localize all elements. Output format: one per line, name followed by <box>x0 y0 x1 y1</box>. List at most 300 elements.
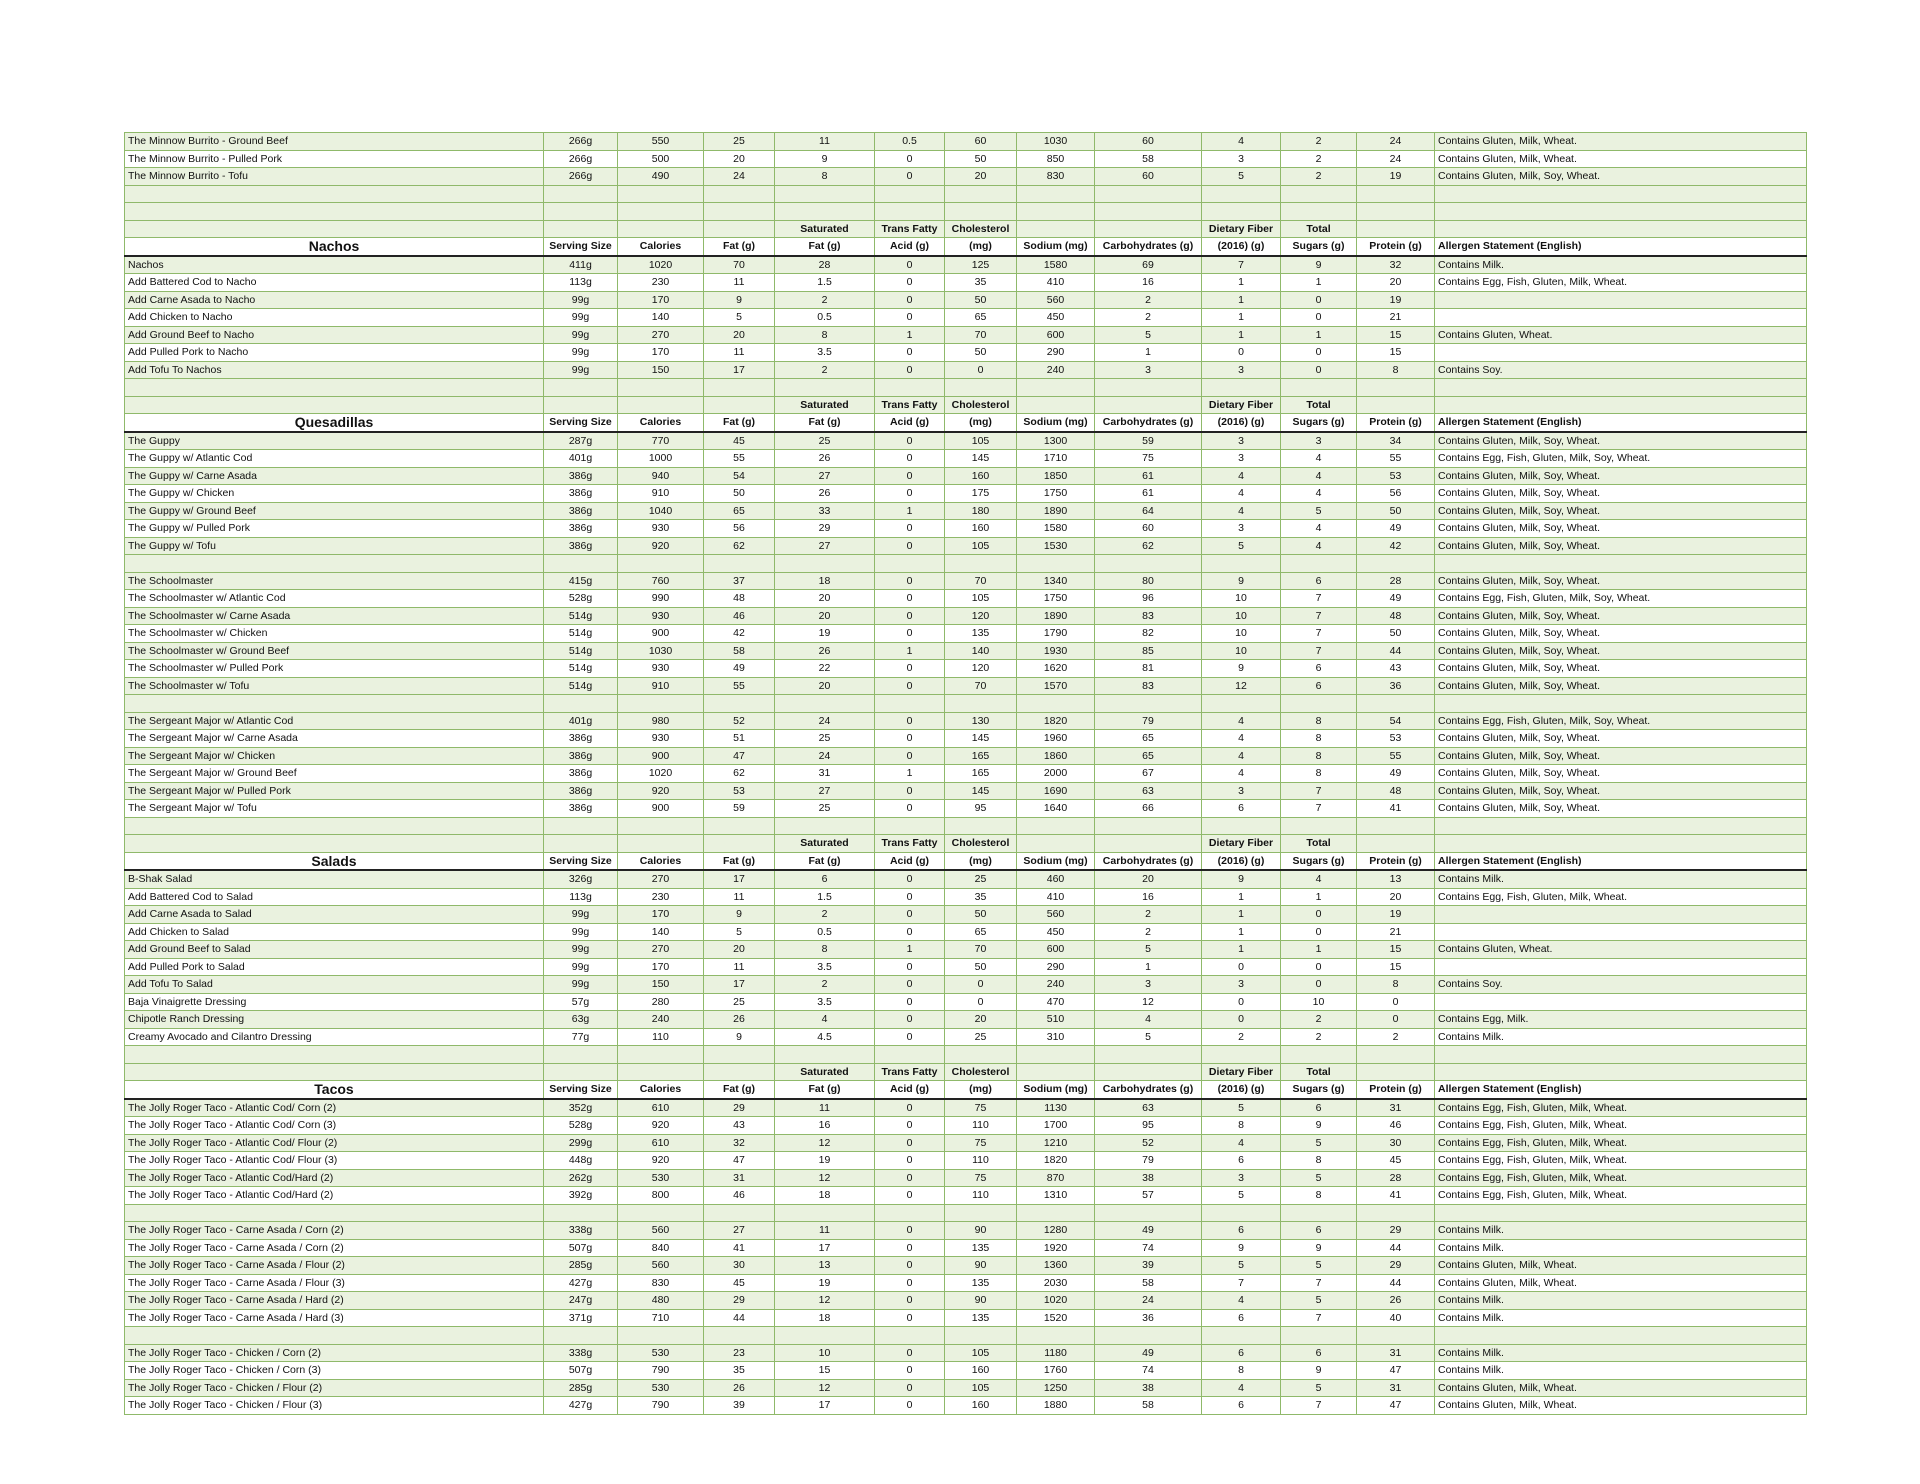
nutrient-cell: 9 <box>704 291 775 309</box>
empty-cell <box>945 1046 1017 1064</box>
item-name-cell: The Sergeant Major w/ Ground Beef <box>125 765 544 783</box>
item-name-cell: The Jolly Roger Taco - Chicken / Flour (3) <box>125 1397 544 1415</box>
item-name-cell: The Sergeant Major w/ Pulled Pork <box>125 782 544 800</box>
nutrient-cell: 401g <box>544 712 618 730</box>
nutrient-cell: 140 <box>618 309 704 327</box>
nutrient-cell: 39 <box>704 1397 775 1415</box>
nutrient-cell: 19 <box>775 1274 875 1292</box>
nutrient-cell: 0 <box>875 660 945 678</box>
nutrient-cell: 9 <box>704 906 775 924</box>
nutrient-cell: 99g <box>544 326 618 344</box>
nutrient-cell: 3 <box>1202 450 1281 468</box>
nutrient-cell: 514g <box>544 607 618 625</box>
nutrient-cell: 62 <box>1095 537 1202 555</box>
nutrient-cell: 352g <box>544 1099 618 1117</box>
column-header: Sodium (mg) <box>1017 414 1095 432</box>
nutrient-cell: 170 <box>618 958 704 976</box>
nutrient-cell: 0 <box>875 274 945 292</box>
empty-cell <box>1095 1046 1202 1064</box>
item-name-cell: The Minnow Burrito - Tofu <box>125 168 544 186</box>
nutrient-cell: 1930 <box>1017 642 1095 660</box>
nutrient-cell: 45 <box>1357 1152 1435 1170</box>
nutrient-cell: 65 <box>704 502 775 520</box>
column-header-top <box>1357 835 1435 853</box>
nutrient-cell: 125 <box>945 256 1017 274</box>
nutrient-cell: 4 <box>1281 537 1357 555</box>
nutrient-cell: 386g <box>544 485 618 503</box>
nutrient-cell: 2 <box>775 291 875 309</box>
item-name-cell: Add Battered Cod to Nacho <box>125 274 544 292</box>
nutrient-cell: 0 <box>1281 361 1357 379</box>
nutrient-cell: 514g <box>544 642 618 660</box>
table-row <box>125 1379 1807 1397</box>
nutrient-cell: 48 <box>704 590 775 608</box>
nutrient-cell: 0 <box>875 888 945 906</box>
nutrient-cell: 0 <box>875 361 945 379</box>
nutrient-cell: 11 <box>704 344 775 362</box>
allergen-cell: Contains Gluten, Milk, Wheat. <box>1435 133 1807 151</box>
header-row-top <box>125 396 1807 414</box>
nutrient-cell: 790 <box>618 1362 704 1380</box>
empty-cell <box>1017 203 1095 221</box>
nutrient-cell: 3 <box>1202 361 1281 379</box>
item-name-cell: The Jolly Roger Taco - Atlantic Cod/Hard (2) <box>125 1169 544 1187</box>
nutrient-cell: 47 <box>704 1152 775 1170</box>
empty-cell <box>1435 1327 1807 1345</box>
nutrient-cell: 2 <box>1202 1028 1281 1046</box>
nutrient-cell: 50 <box>945 150 1017 168</box>
allergen-cell: Contains Gluten, Milk, Wheat. <box>1435 1397 1807 1415</box>
nutrient-cell: 70 <box>945 677 1017 695</box>
column-header-top: Dietary Fiber <box>1202 835 1281 853</box>
nutrient-cell: 4.5 <box>775 1028 875 1046</box>
nutrient-cell: 145 <box>945 782 1017 800</box>
nutrient-cell: 0 <box>1202 958 1281 976</box>
nutrient-cell: 1 <box>875 941 945 959</box>
nutrient-cell: 6 <box>1202 1397 1281 1415</box>
empty-cell <box>945 695 1017 713</box>
nutrient-cell: 9 <box>1281 256 1357 274</box>
nutrient-cell: 9 <box>775 150 875 168</box>
nutrient-cell: 1 <box>1095 958 1202 976</box>
nutrient-cell: 8 <box>1281 730 1357 748</box>
allergen-cell: Contains Milk. <box>1435 1239 1807 1257</box>
nutrient-cell: 1 <box>875 765 945 783</box>
nutrient-cell: 9 <box>1281 1239 1357 1257</box>
allergen-cell: Contains Egg, Fish, Gluten, Milk, Wheat. <box>1435 1152 1807 1170</box>
nutrient-cell: 1 <box>875 502 945 520</box>
nutrient-cell: 75 <box>945 1099 1017 1117</box>
nutrient-cell: 150 <box>618 361 704 379</box>
column-header: (2016) (g) <box>1202 414 1281 432</box>
empty-cell <box>618 695 704 713</box>
nutrient-cell: 514g <box>544 660 618 678</box>
empty-cell <box>775 203 875 221</box>
nutrient-cell: 427g <box>544 1397 618 1415</box>
nutrient-cell: 9 <box>1202 572 1281 590</box>
nutrient-cell: 1 <box>875 326 945 344</box>
nutrient-cell: 0 <box>875 677 945 695</box>
nutrient-cell: 266g <box>544 150 618 168</box>
nutrient-cell: 371g <box>544 1309 618 1327</box>
empty-cell <box>1095 203 1202 221</box>
nutrient-cell: 0 <box>875 923 945 941</box>
nutrient-cell: 450 <box>1017 309 1095 327</box>
nutrient-cell: 0 <box>945 976 1017 994</box>
column-header-top: Dietary Fiber <box>1202 1063 1281 1081</box>
nutrient-cell: 266g <box>544 168 618 186</box>
nutrient-cell: 5 <box>1202 537 1281 555</box>
allergen-cell: Contains Egg, Fish, Gluten, Milk, Soy, Wheat. <box>1435 712 1807 730</box>
nutrient-cell: 16 <box>1095 274 1202 292</box>
nutrient-cell: 20 <box>1357 274 1435 292</box>
empty-cell <box>544 695 618 713</box>
nutrient-cell: 33 <box>775 502 875 520</box>
empty-cell <box>1095 1327 1202 1345</box>
nutrient-cell: 31 <box>1357 1379 1435 1397</box>
empty-cell <box>1017 1327 1095 1345</box>
nutrient-cell: 49 <box>1095 1222 1202 1240</box>
column-header-top <box>704 1063 775 1081</box>
nutrient-cell: 90 <box>945 1257 1017 1275</box>
table-row <box>125 133 1807 151</box>
empty-cell <box>1017 817 1095 835</box>
table-row <box>125 993 1807 1011</box>
nutrient-cell: 247g <box>544 1292 618 1310</box>
column-header-top: Cholesterol <box>945 396 1017 414</box>
column-header: Sugars (g) <box>1281 238 1357 256</box>
nutrient-cell: 3 <box>1281 432 1357 450</box>
nutrient-cell: 30 <box>704 1257 775 1275</box>
nutrient-cell: 770 <box>618 432 704 450</box>
nutrient-cell: 11 <box>775 133 875 151</box>
nutrient-cell: 920 <box>618 1152 704 1170</box>
nutrient-cell: 0 <box>875 906 945 924</box>
column-header: Allergen Statement (English) <box>1435 1081 1807 1099</box>
spacer-row <box>125 555 1807 573</box>
empty-cell <box>945 203 1017 221</box>
spacer-row <box>125 1046 1807 1064</box>
nutrient-cell: 58 <box>704 642 775 660</box>
nutrient-cell: 290 <box>1017 344 1095 362</box>
table-row <box>125 906 1807 924</box>
nutrient-cell: 63 <box>1095 782 1202 800</box>
nutrient-cell: 1850 <box>1017 467 1095 485</box>
empty-cell <box>125 185 544 203</box>
nutrient-cell: 170 <box>618 906 704 924</box>
nutrient-cell: 0 <box>875 1397 945 1415</box>
nutrient-cell: 1 <box>1202 274 1281 292</box>
nutrient-cell: 25 <box>704 993 775 1011</box>
nutrient-cell: 8 <box>1281 712 1357 730</box>
nutrient-cell: 1710 <box>1017 450 1095 468</box>
nutrient-cell: 135 <box>945 625 1017 643</box>
nutrient-cell: 840 <box>618 1239 704 1257</box>
nutrient-cell: 1300 <box>1017 432 1095 450</box>
nutrient-cell: 165 <box>945 765 1017 783</box>
nutrient-cell: 1960 <box>1017 730 1095 748</box>
table-row <box>125 677 1807 695</box>
column-header-top <box>544 220 618 238</box>
nutrient-cell: 11 <box>704 888 775 906</box>
nutrient-cell: 1180 <box>1017 1344 1095 1362</box>
nutrient-cell: 870 <box>1017 1169 1095 1187</box>
table-row <box>125 1152 1807 1170</box>
nutrient-cell: 930 <box>618 730 704 748</box>
empty-cell <box>1281 695 1357 713</box>
nutrient-cell: 1020 <box>618 256 704 274</box>
column-header-top <box>1017 220 1095 238</box>
nutrient-cell: 1890 <box>1017 502 1095 520</box>
nutrient-cell: 20 <box>775 590 875 608</box>
nutrient-cell: 530 <box>618 1169 704 1187</box>
nutrient-cell: 1860 <box>1017 747 1095 765</box>
section-title: Nachos <box>125 238 544 256</box>
nutrient-cell: 2 <box>1095 923 1202 941</box>
nutrient-cell: 7 <box>1281 1397 1357 1415</box>
item-name-cell: Add Carne Asada to Salad <box>125 906 544 924</box>
column-header: Carbohydrates (g) <box>1095 238 1202 256</box>
nutrient-cell: 8 <box>1281 765 1357 783</box>
allergen-cell: Contains Gluten, Milk, Soy, Wheat. <box>1435 607 1807 625</box>
header-row-top <box>125 220 1807 238</box>
empty-cell <box>1357 1327 1435 1345</box>
nutrient-cell: 20 <box>945 1011 1017 1029</box>
nutrient-cell: 58 <box>1095 1397 1202 1415</box>
nutrient-cell: 50 <box>704 485 775 503</box>
nutrient-cell: 12 <box>775 1292 875 1310</box>
nutrient-cell: 2 <box>1281 150 1357 168</box>
nutrient-cell: 37 <box>704 572 775 590</box>
nutrient-cell: 50 <box>1357 502 1435 520</box>
allergen-cell: Contains Egg, Fish, Gluten, Milk, Wheat. <box>1435 1169 1807 1187</box>
nutrient-cell: 900 <box>618 747 704 765</box>
nutrient-cell: 19 <box>1357 291 1435 309</box>
nutrient-cell: 3.5 <box>775 993 875 1011</box>
nutrient-cell: 3 <box>1095 976 1202 994</box>
nutrient-cell: 34 <box>1357 432 1435 450</box>
column-header: Carbohydrates (g) <box>1095 1081 1202 1099</box>
nutrient-cell: 11 <box>775 1099 875 1117</box>
empty-cell <box>125 203 544 221</box>
allergen-cell <box>1435 906 1807 924</box>
nutrient-cell: 110 <box>945 1117 1017 1135</box>
empty-cell <box>1435 555 1807 573</box>
nutrient-cell: 710 <box>618 1309 704 1327</box>
allergen-cell <box>1435 958 1807 976</box>
nutrient-cell: 31 <box>1357 1344 1435 1362</box>
empty-cell <box>125 695 544 713</box>
nutrient-cell: 285g <box>544 1379 618 1397</box>
empty-cell <box>945 379 1017 397</box>
nutrient-cell: 4 <box>1202 730 1281 748</box>
nutrient-cell: 7 <box>1281 642 1357 660</box>
nutrient-cell: 3 <box>1202 976 1281 994</box>
nutrient-cell: 411g <box>544 256 618 274</box>
column-header: Protein (g) <box>1357 1081 1435 1099</box>
nutrient-cell: 26 <box>775 642 875 660</box>
nutrient-cell: 53 <box>704 782 775 800</box>
nutrient-cell: 10 <box>1202 590 1281 608</box>
nutrient-cell: 105 <box>945 590 1017 608</box>
nutrient-cell: 5 <box>1281 1257 1357 1275</box>
nutrient-cell: 1020 <box>1017 1292 1095 1310</box>
nutrient-cell: 21 <box>1357 923 1435 941</box>
nutrient-cell: 386g <box>544 782 618 800</box>
item-name-cell: The Sergeant Major w/ Tofu <box>125 800 544 818</box>
nutrient-cell: 3 <box>1202 782 1281 800</box>
nutrient-cell: 19 <box>1357 906 1435 924</box>
nutrient-cell: 4 <box>1202 485 1281 503</box>
column-header-top <box>704 220 775 238</box>
nutrient-cell: 490 <box>618 168 704 186</box>
nutrient-cell: 44 <box>1357 1274 1435 1292</box>
empty-cell <box>1095 379 1202 397</box>
nutrient-cell: 77g <box>544 1028 618 1046</box>
nutrient-cell: 6 <box>1281 1099 1357 1117</box>
nutrient-cell: 1640 <box>1017 800 1095 818</box>
column-header-top <box>704 396 775 414</box>
nutrient-cell: 24 <box>1095 1292 1202 1310</box>
nutrient-cell: 70 <box>945 941 1017 959</box>
spacer-row <box>125 817 1807 835</box>
column-header: Protein (g) <box>1357 414 1435 432</box>
nutrient-cell: 1580 <box>1017 256 1095 274</box>
column-header-top: Dietary Fiber <box>1202 220 1281 238</box>
empty-cell <box>775 555 875 573</box>
nutrient-cell: 1620 <box>1017 660 1095 678</box>
empty-cell <box>1357 203 1435 221</box>
item-name-cell: Chipotle Ranch Dressing <box>125 1011 544 1029</box>
nutrient-cell: 70 <box>704 256 775 274</box>
column-header-top <box>618 1063 704 1081</box>
nutrient-cell: 1030 <box>1017 133 1095 151</box>
empty-cell <box>1357 1204 1435 1222</box>
nutrient-cell: 15 <box>1357 326 1435 344</box>
nutrient-cell: 135 <box>945 1274 1017 1292</box>
table-row <box>125 712 1807 730</box>
nutrient-cell: 50 <box>1357 625 1435 643</box>
nutrient-cell: 240 <box>1017 361 1095 379</box>
nutrient-cell: 401g <box>544 450 618 468</box>
table-row <box>125 1309 1807 1327</box>
nutrient-cell: 67 <box>1095 765 1202 783</box>
nutrient-cell: 4 <box>1202 502 1281 520</box>
nutrient-cell: 25 <box>775 432 875 450</box>
nutrient-cell: 35 <box>945 274 1017 292</box>
nutrient-cell: 460 <box>1017 870 1095 888</box>
table-row <box>125 309 1807 327</box>
empty-cell <box>875 203 945 221</box>
nutrient-cell: 6 <box>1202 1152 1281 1170</box>
header-row <box>125 238 1807 256</box>
nutrient-cell: 70 <box>945 326 1017 344</box>
nutrient-cell: 46 <box>1357 1117 1435 1135</box>
nutrient-cell: 5 <box>1095 326 1202 344</box>
nutrient-cell: 514g <box>544 625 618 643</box>
nutrient-cell: 17 <box>704 976 775 994</box>
nutrient-cell: 0 <box>875 1134 945 1152</box>
nutrient-cell: 410 <box>1017 274 1095 292</box>
table-row <box>125 1099 1807 1117</box>
nutrient-cell: 0 <box>1281 923 1357 941</box>
empty-cell <box>704 1046 775 1064</box>
nutrient-cell: 2 <box>775 361 875 379</box>
nutrient-cell: 4 <box>1281 467 1357 485</box>
item-name-cell: The Guppy w/ Ground Beef <box>125 502 544 520</box>
nutrient-cell: 0 <box>875 1099 945 1117</box>
nutrient-cell: 0 <box>1202 1011 1281 1029</box>
empty-cell <box>775 379 875 397</box>
nutrient-cell: 48 <box>1357 607 1435 625</box>
nutrient-cell: 0 <box>875 309 945 327</box>
nutrient-cell: 99g <box>544 291 618 309</box>
table-row <box>125 502 1807 520</box>
empty-cell <box>618 379 704 397</box>
header-row-top <box>125 835 1807 853</box>
table-row <box>125 923 1807 941</box>
nutrient-cell: 600 <box>1017 326 1095 344</box>
column-header-top: Cholesterol <box>945 1063 1017 1081</box>
nutrient-cell: 2 <box>1281 133 1357 151</box>
nutrient-cell: 30 <box>1357 1134 1435 1152</box>
item-name-cell: The Guppy w/ Tofu <box>125 537 544 555</box>
allergen-cell: Contains Gluten, Milk, Wheat. <box>1435 1257 1807 1275</box>
empty-cell <box>1435 817 1807 835</box>
item-name-cell: Nachos <box>125 256 544 274</box>
nutrient-cell: 0 <box>875 1379 945 1397</box>
nutrient-cell: 230 <box>618 888 704 906</box>
allergen-cell: Contains Egg, Fish, Gluten, Milk, Wheat. <box>1435 888 1807 906</box>
nutrient-cell: 105 <box>945 432 1017 450</box>
section-title: Quesadillas <box>125 414 544 432</box>
nutrient-cell: 53 <box>1357 730 1435 748</box>
allergen-cell: Contains Gluten, Wheat. <box>1435 326 1807 344</box>
empty-cell <box>1202 379 1281 397</box>
nutrient-cell: 760 <box>618 572 704 590</box>
table-row <box>125 1134 1807 1152</box>
column-header: Sodium (mg) <box>1017 238 1095 256</box>
empty-cell <box>1281 1327 1357 1345</box>
allergen-cell: Contains Gluten, Milk, Soy, Wheat. <box>1435 782 1807 800</box>
item-name-cell: The Jolly Roger Taco - Chicken / Flour (2) <box>125 1379 544 1397</box>
nutrient-cell: 0 <box>875 800 945 818</box>
nutrient-cell: 8 <box>1357 976 1435 994</box>
nutrient-cell: 0 <box>875 537 945 555</box>
nutrient-cell: 44 <box>1357 642 1435 660</box>
nutrient-cell: 10 <box>1202 642 1281 660</box>
column-header-top: Trans Fatty <box>875 1063 945 1081</box>
header-row <box>125 414 1807 432</box>
nutrient-cell: 45 <box>704 432 775 450</box>
nutrient-cell: 990 <box>618 590 704 608</box>
nutrient-cell: 528g <box>544 1117 618 1135</box>
nutrient-cell: 12 <box>775 1169 875 1187</box>
column-header-top <box>1017 396 1095 414</box>
column-header-top <box>1095 220 1202 238</box>
table-row <box>125 291 1807 309</box>
empty-cell <box>704 817 775 835</box>
table-row <box>125 432 1807 450</box>
nutrient-cell: 160 <box>945 467 1017 485</box>
item-name-cell: Add Tofu To Salad <box>125 976 544 994</box>
spacer-row <box>125 379 1807 397</box>
nutrient-cell: 980 <box>618 712 704 730</box>
nutrient-cell: 6 <box>1281 660 1357 678</box>
column-header: (mg) <box>945 852 1017 870</box>
item-name-cell: B-Shak Salad <box>125 870 544 888</box>
nutrient-cell: 56 <box>704 520 775 538</box>
